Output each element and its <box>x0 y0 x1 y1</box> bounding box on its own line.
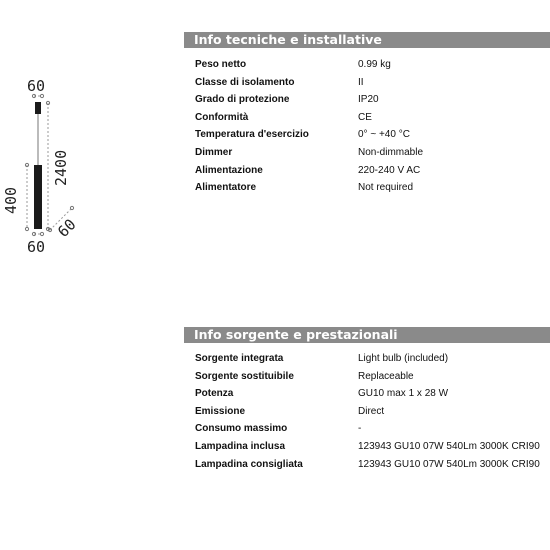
dim-depth: 60 <box>54 215 80 241</box>
spec-value: CE <box>358 111 372 123</box>
spec-label: Consumo massimo <box>195 423 288 435</box>
technical-info-table <box>195 58 550 199</box>
spec-value: Replaceable <box>358 370 414 382</box>
table-row <box>195 164 550 182</box>
spec-value: 123943 GU10 07W 540Lm 3000K CRI90 <box>358 458 540 470</box>
spec-label: Conformità <box>195 111 249 123</box>
dim-top-width: 60 <box>27 77 46 95</box>
table-row <box>195 128 550 146</box>
dim-bottom-width: 60 <box>27 238 46 256</box>
spec-label: Classe di isolamento <box>195 76 295 88</box>
spec-value: 220-240 V AC <box>358 164 421 176</box>
spec-label: Sorgente integrata <box>195 353 284 364</box>
spec-value: II <box>358 76 364 88</box>
spec-value: 0° ~ +40 °C <box>358 129 410 141</box>
table-row <box>195 405 550 423</box>
spec-value: - <box>358 423 362 435</box>
table-row <box>195 387 550 405</box>
spec-label: Peso netto <box>195 59 247 70</box>
spec-label: Alimentatore <box>195 182 257 194</box>
table-row <box>195 422 550 440</box>
spec-label: Dimmer <box>195 146 233 158</box>
table-row <box>195 146 550 164</box>
spec-value: Light bulb (included) <box>358 353 449 364</box>
table-row <box>195 458 550 476</box>
spec-label: Lampadina inclusa <box>195 440 286 452</box>
spec-value: Not required <box>358 182 414 194</box>
table-row <box>195 76 550 94</box>
spec-value: Direct <box>358 405 385 417</box>
spec-value: 123943 GU10 07W 540Lm 3000K CRI90 <box>358 440 540 452</box>
lamp-body <box>34 165 42 229</box>
spec-value: Non-dimmable <box>358 146 424 158</box>
spec-label: Potenza <box>195 388 234 400</box>
technical-info-header: Info tecniche e installative <box>184 32 550 48</box>
table-row <box>195 352 550 370</box>
table-row <box>195 370 550 388</box>
table-row <box>195 93 550 111</box>
spec-label: Sorgente sostituibile <box>195 370 294 382</box>
spec-value: GU10 max 1 x 28 W <box>358 388 449 400</box>
table-row <box>195 111 550 129</box>
pendant-lamp-drawing <box>0 0 184 300</box>
table-row <box>195 181 550 199</box>
spec-label: Temperatura d'esercizio <box>195 129 309 141</box>
dim-total-height: 2400 <box>52 149 70 186</box>
table-row <box>195 440 550 458</box>
spec-label: Emissione <box>195 405 246 417</box>
spec-label: Grado di protezione <box>195 94 290 106</box>
spec-label: Alimentazione <box>195 164 263 176</box>
source-info-table <box>195 352 550 475</box>
table-row <box>195 58 550 76</box>
spec-label: Lampadina consigliata <box>195 458 303 470</box>
spec-value: IP20 <box>358 94 379 106</box>
spec-value: 0.99 kg <box>358 59 391 70</box>
source-info-header: Info sorgente e prestazionali <box>184 327 550 343</box>
dim-body-height: 400 <box>2 186 20 214</box>
ceiling-canopy <box>35 102 41 114</box>
